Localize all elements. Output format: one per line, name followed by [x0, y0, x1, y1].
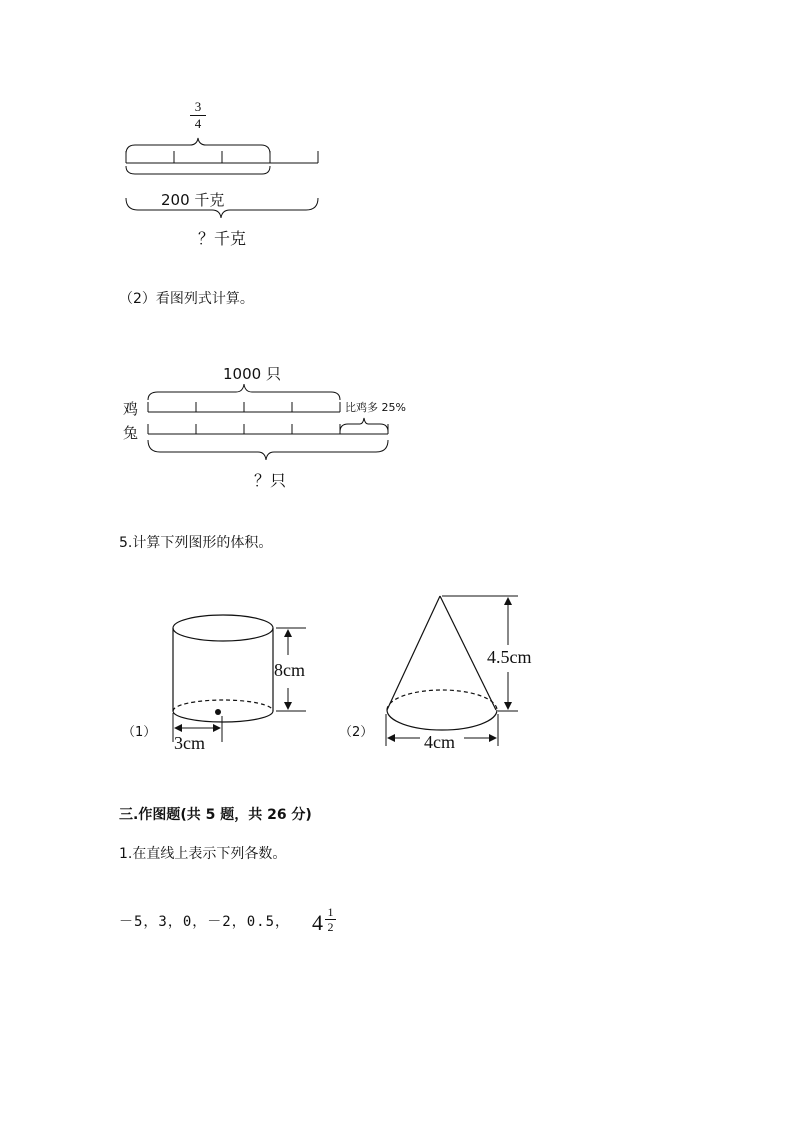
- mixed-number-fraction: [325, 906, 336, 933]
- cone-height-label: 4.5cm: [487, 647, 532, 667]
- label-unknown-kg: ？千克: [198, 229, 247, 248]
- row-label-rabbit: 兔: [123, 424, 139, 442]
- cylinder-height-label: 8cm: [274, 660, 305, 680]
- cylinder-radius-label: 3cm: [174, 733, 205, 753]
- mixed-number-whole: 4: [312, 910, 323, 935]
- cylinder-number: （1）: [122, 725, 157, 740]
- cone-shape: [387, 596, 497, 730]
- fraction-numerator: 3: [194, 99, 202, 114]
- mixed-denominator: 2: [327, 920, 334, 934]
- cone-number: （2）: [339, 725, 374, 740]
- label-200-kg: 200 千克: [161, 191, 225, 209]
- cylinder-shape: [173, 615, 273, 722]
- mixed-numerator: 1: [327, 905, 334, 919]
- label-unknown-count: ？只: [254, 471, 287, 490]
- number-list: －5，3，0，－2，0.5，: [119, 914, 291, 930]
- label-1000: 1000 只: [223, 365, 281, 383]
- label-extra-25: 比鸡多 25%: [345, 401, 406, 414]
- row-label-chicken: 鸡: [123, 400, 139, 418]
- question-5-text: 5.计算下列图形的体积。: [119, 535, 273, 551]
- fraction-denominator: 4: [194, 116, 202, 131]
- cone-diameter-label: 4cm: [424, 732, 455, 752]
- cylinder-center-dot: [215, 709, 221, 715]
- question-3-1-text: 1.在直线上表示下列各数。: [119, 846, 287, 862]
- question-2-text: （2）看图列式计算。: [119, 291, 254, 307]
- section-3-heading: 三.作图题(共 5 题，共 26 分): [119, 807, 312, 823]
